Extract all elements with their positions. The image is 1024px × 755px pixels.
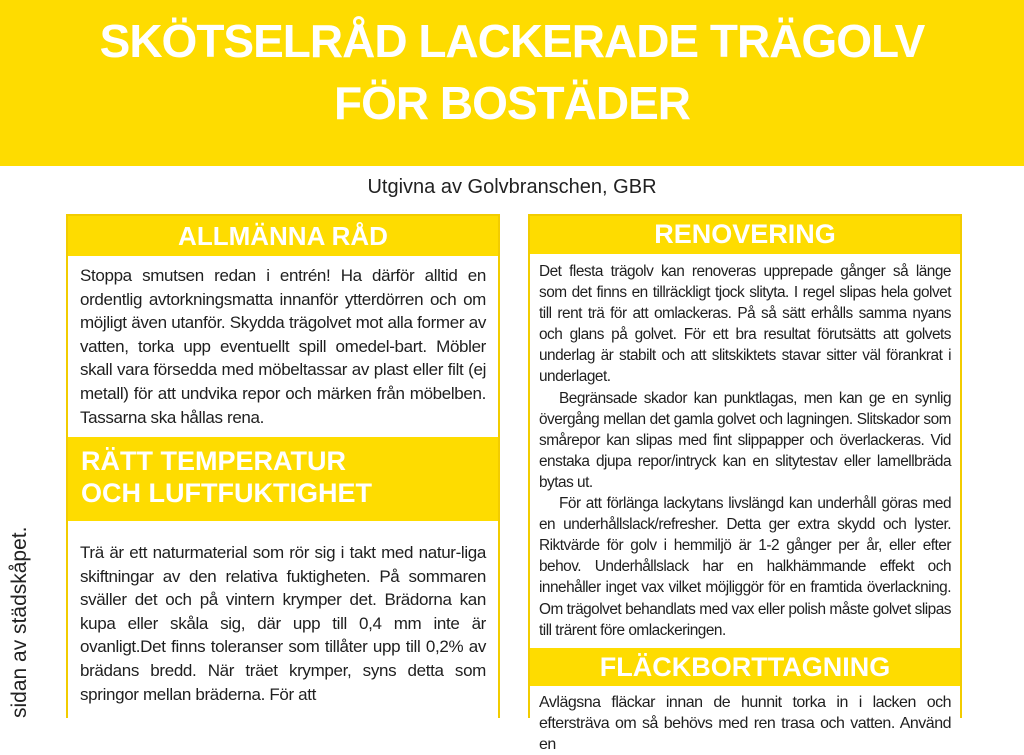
publisher-line: Utgivna av Golvbranschen, GBR [367, 176, 657, 198]
paragraph: Avlägsna fläckar innan de hunnit torka in i lacken och eftersträva om så behövs med ren trasa och vatten. Använd en [539, 694, 951, 754]
ratt-temperatur-text [68, 521, 498, 706]
section-heading-label: FLÄCKBORTTAGNING [599, 652, 891, 682]
section-heading-label-line-2: OCH LUFTFUKTIGHET [81, 478, 372, 508]
page-title-line-1: SKÖTSELRÅD LACKERADE TRÄGOLV [99, 15, 925, 67]
flackborttagning-text [530, 686, 960, 755]
section-heading-allmanna-rad [68, 216, 498, 256]
section-heading-label-line-1: RÄTT TEMPERATUR [81, 446, 346, 476]
page-title-line-2: FÖR BOSTÄDER [334, 77, 690, 129]
section-heading-renovering [530, 216, 960, 254]
paragraph: Stoppa smutsen redan i entrén! Ha därför alltid en ordentlig avtorkningsmatta innanför ytterdörren och om möjligt även utanför. Skydda trägolvet mot alla former av vatten, torka upp eventuellt spill omedel-bart. Möbler skall vara försedda med möbeltassar av plast eller filt (ej metall) för att undvika repor och märken från möbelben. Tassarna ska hållas rena. [80, 266, 486, 427]
right-column [528, 214, 962, 754]
left-column [66, 214, 500, 718]
section-heading-flackborttagning [530, 648, 960, 686]
paragraph: Begränsade skador kan punktlagas, men kan ge en synlig övergång mellan det gamla golvet och lagningen. Slitskador som smårepor kan slipas med fint slippapper och överlackeras. Vid enstaka djupa repor/intryck kan en slitytestav eller lamellbräda bytas ut. [539, 389, 951, 491]
paragraph: Det flesta trägolv kan renoveras upprepade gånger så länge som det finns en tillräckligt tjock slityta. I regel slipas hela golvet till rent trä för att omlackeras. På så sätt erhålls samma nyans och glans på golvet. För ett bra resultat förutsätts att golvets underlag är stabilt och att slitskiktets stavar sitter väl förankrat i underlaget. [539, 263, 951, 386]
allmanna-rad-text [68, 256, 498, 437]
paragraph: Trä är ett naturmaterial som rör sig i takt med natur-liga skiftningar av den relativa fuktigheten. På sommaren sväller det och på vintern krymper det. Brädorna kan kupa eller skåla sig, där upp till 0,4 mm inte är ovanligt.Det finns toleranser som tillåter upp till 0,2% av brädans bredd. När träet krymper, syns detta som springor mellan bräderna. För att [80, 543, 486, 704]
section-heading-label: ALLMÄNNA RÅD [178, 221, 388, 251]
section-heading-label: RENOVERING [654, 219, 836, 249]
paragraph: För att förlänga lackytans livslängd kan underhåll göras med en underhållslack/refresher. Detta ger extra skydd och lyster. Riktvärde för golv i hemmiljö är 1-2 gånger per år, eller efter behov. Underhållslack har en halkhämmande effekt och innehåller inget vax vilket möjliggör för en framtida överlackning. Om trägolvet behandlats med vax eller polish måste golvet slipas till trärent före omlackeringen. [539, 495, 951, 639]
side-note: sidan av städskåpet. [8, 526, 31, 718]
renovering-text [530, 254, 960, 648]
title-banner [0, 0, 1024, 166]
section-heading-ratt-temperatur [68, 437, 498, 521]
